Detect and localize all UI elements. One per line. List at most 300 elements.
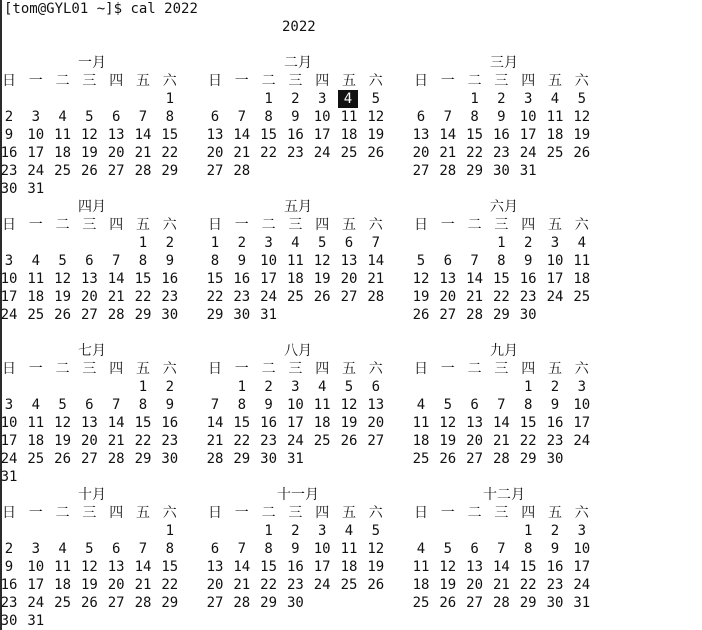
day-cell: 28 — [233, 163, 251, 179]
day-cell: 8 — [165, 109, 175, 125]
day-cell: 10 — [573, 397, 591, 413]
day-cell: 29 — [466, 163, 484, 179]
day-cell: 15 — [134, 271, 152, 287]
day-cell: 2 — [237, 235, 247, 251]
day-cell: 2 — [291, 523, 300, 539]
day-cell: 10 — [260, 253, 278, 269]
day-cell: 18 — [412, 577, 430, 593]
day-cell: 11 — [54, 559, 72, 575]
day-cell: 31 — [286, 451, 304, 467]
weekday-header: 二 — [55, 361, 70, 377]
day-cell: 22 — [519, 433, 537, 449]
weekday-header: 三 — [82, 505, 97, 521]
day-cell: 13 — [206, 127, 224, 143]
day-cell: 17 — [519, 127, 537, 143]
day-cell: 19 — [439, 433, 457, 449]
day-cell: 31 — [573, 595, 591, 611]
day-cell: 15 — [519, 415, 537, 431]
day-cell: 21 — [439, 145, 457, 161]
day-cell: 9 — [550, 397, 560, 413]
day-cell: 2 — [4, 541, 14, 557]
month-title: 十二月 — [483, 487, 525, 503]
command-line — [4, 0, 198, 18]
weekday-header: 一 — [234, 73, 249, 89]
day-cell: 2 — [291, 91, 300, 107]
weekday-header: 二 — [467, 505, 482, 521]
day-cell: 18 — [573, 271, 591, 287]
day-cell: 30 — [0, 613, 18, 629]
day-cell: 12 — [313, 253, 331, 269]
weekday-header: 三 — [288, 73, 303, 89]
weekday-header: 二 — [467, 361, 482, 377]
day-cell: 13 — [340, 253, 358, 269]
day-cell: 3 — [577, 379, 587, 395]
day-cell: 3 — [550, 235, 560, 251]
day-cell: 1 — [523, 379, 533, 395]
day-cell: 6 — [371, 379, 381, 395]
weekday-header: 五 — [548, 505, 562, 521]
weekday-header: 二 — [467, 73, 482, 89]
month-title: 八月 — [284, 343, 312, 359]
day-cell: 31 — [27, 181, 45, 197]
day-cell: 18 — [546, 127, 564, 143]
day-cell: 25 — [27, 307, 45, 323]
weekday-header: 一 — [28, 73, 43, 89]
day-cell: 13 — [80, 271, 98, 287]
day-cell: 17 — [27, 577, 45, 593]
day-cell: 23 — [161, 433, 179, 449]
day-cell: 29 — [161, 163, 179, 179]
weekday-header: 四 — [521, 505, 536, 521]
month-title: 十月 — [78, 487, 106, 503]
day-cell: 29 — [134, 451, 152, 467]
day-cell: 7 — [237, 109, 247, 125]
weekday-header: 五 — [548, 217, 562, 233]
day-cell: 17 — [0, 433, 18, 449]
day-cell: 4 — [31, 253, 41, 269]
day-cell: 6 — [470, 541, 479, 557]
weekday-header: 日 — [2, 217, 16, 233]
day-cell: 11 — [27, 271, 45, 287]
weekday-header: 五 — [342, 73, 356, 89]
weekday-header: 日 — [208, 73, 222, 89]
day-cell: 12 — [54, 415, 72, 431]
day-cell: 27 — [466, 451, 484, 467]
day-cell: 26 — [80, 163, 98, 179]
day-cell: 5 — [371, 91, 381, 107]
day-cell: 18 — [54, 577, 72, 593]
day-cell: 27 — [367, 433, 385, 449]
day-cell: 23 — [286, 145, 304, 161]
day-cell: 7 — [111, 253, 121, 269]
weekday-header: 日 — [2, 505, 16, 521]
day-cell: 24 — [313, 577, 331, 593]
day-cell: 15 — [260, 559, 278, 575]
day-cell: 6 — [210, 541, 220, 557]
day-cell: 24 — [0, 307, 18, 323]
weekday-header: 一 — [440, 361, 455, 377]
day-cell: 21 — [134, 577, 152, 593]
day-cell: 3 — [264, 235, 273, 251]
day-cell: 10 — [0, 415, 18, 431]
day-cell: 14 — [134, 559, 152, 575]
day-cell: 16 — [519, 271, 537, 287]
day-cell: 13 — [466, 415, 484, 431]
day-cell: 15 — [260, 127, 278, 143]
day-cell: 26 — [54, 451, 72, 467]
day-cell: 29 — [134, 307, 152, 323]
day-cell: 20 — [466, 577, 484, 593]
weekday-header: 日 — [414, 361, 428, 377]
day-cell: 3 — [291, 379, 300, 395]
weekday-header: 一 — [28, 217, 43, 233]
day-cell: 28 — [107, 451, 125, 467]
day-cell: 27 — [80, 307, 98, 323]
day-cell: 25 — [412, 451, 430, 467]
day-cell: 14 — [367, 253, 385, 269]
day-cell: 19 — [313, 271, 331, 287]
day-cell: 16 — [546, 415, 564, 431]
day-cell: 16 — [233, 271, 251, 287]
weekday-header: 日 — [208, 217, 222, 233]
day-cell: 30 — [161, 307, 179, 323]
day-cell: 8 — [523, 397, 533, 413]
day-cell: 22 — [260, 145, 278, 161]
day-cell: 26 — [54, 307, 72, 323]
day-cell: 1 — [237, 379, 247, 395]
day-cell: 21 — [492, 577, 510, 593]
weekday-header: 四 — [315, 361, 330, 377]
day-cell: 3 — [523, 91, 533, 107]
weekday-header: 日 — [2, 73, 16, 89]
day-cell: 29 — [519, 595, 537, 611]
day-cell: 27 — [107, 163, 125, 179]
month-title: 六月 — [490, 199, 518, 215]
weekday-header: 五 — [136, 217, 150, 233]
day-cell: 18 — [313, 415, 331, 431]
day-cell: 8 — [138, 253, 148, 269]
day-cell: 22 — [492, 289, 510, 305]
weekday-header: 日 — [414, 73, 428, 89]
day-cell: 28 — [492, 451, 510, 467]
day-cell: 21 — [107, 289, 125, 305]
day-cell: 5 — [85, 109, 94, 125]
day-cell: 24 — [0, 451, 18, 467]
weekday-header: 三 — [288, 217, 303, 233]
day-cell: 7 — [497, 397, 506, 413]
weekday-header: 日 — [208, 361, 222, 377]
day-cell: 30 — [233, 307, 251, 323]
weekday-header: 六 — [574, 505, 589, 521]
day-cell: 15 — [161, 127, 179, 143]
day-cell: 10 — [519, 109, 537, 125]
day-cell: 18 — [286, 271, 304, 287]
day-cell: 27 — [439, 307, 457, 323]
day-cell: 30 — [546, 595, 564, 611]
day-cell: 2 — [165, 379, 175, 395]
day-cell: 20 — [367, 415, 385, 431]
day-cell: 14 — [206, 415, 224, 431]
day-cell: 17 — [286, 415, 304, 431]
day-cell: 29 — [519, 451, 537, 467]
day-cell: 17 — [0, 289, 18, 305]
day-cell: 14 — [107, 271, 125, 287]
day-cell: 12 — [367, 541, 385, 557]
day-cell: 21 — [107, 433, 125, 449]
day-cell: 21 — [492, 433, 510, 449]
day-cell: 27 — [466, 595, 484, 611]
day-cell: 20 — [439, 289, 457, 305]
day-cell: 21 — [233, 145, 251, 161]
day-cell: 23 — [0, 595, 18, 611]
day-cell: 18 — [54, 145, 72, 161]
day-cell: 13 — [80, 415, 98, 431]
day-cell: 8 — [237, 397, 247, 413]
day-cell: 26 — [367, 145, 385, 161]
day-cell: 19 — [573, 127, 591, 143]
day-cell: 6 — [443, 253, 453, 269]
weekday-header: 日 — [208, 505, 222, 521]
day-cell: 25 — [340, 145, 358, 161]
weekday-header: 二 — [261, 505, 276, 521]
day-cell: 27 — [107, 595, 125, 611]
day-cell: 20 — [206, 145, 224, 161]
day-cell: 25 — [546, 145, 564, 161]
weekday-header: 六 — [574, 217, 589, 233]
day-cell: 28 — [134, 163, 152, 179]
day-cell: 1 — [138, 235, 148, 251]
day-cell: 9 — [264, 397, 273, 413]
day-cell: 7 — [443, 109, 453, 125]
day-cell: 1 — [523, 523, 533, 539]
weekday-header: 二 — [261, 73, 276, 89]
day-cell: 5 — [344, 379, 354, 395]
weekday-header: 二 — [55, 73, 70, 89]
weekday-header: 一 — [234, 361, 249, 377]
day-cell: 26 — [340, 433, 358, 449]
day-cell: 20 — [80, 433, 98, 449]
day-cell: 25 — [340, 577, 358, 593]
day-cell: 23 — [546, 433, 564, 449]
day-cell: 31 — [260, 307, 278, 323]
day-cell: 12 — [80, 559, 98, 575]
weekday-header: 六 — [574, 361, 589, 377]
weekday-header: 五 — [136, 505, 150, 521]
day-cell: 16 — [286, 127, 304, 143]
day-cell: 25 — [27, 451, 45, 467]
day-cell: 4 — [31, 397, 41, 413]
day-cell: 26 — [439, 451, 457, 467]
day-cell: 22 — [260, 577, 278, 593]
day-cell: 7 — [138, 541, 148, 557]
day-cell: 26 — [412, 307, 430, 323]
day-cell: 20 — [466, 433, 484, 449]
day-cell: 26 — [439, 595, 457, 611]
day-cell: 13 — [412, 127, 430, 143]
weekday-header: 一 — [440, 73, 455, 89]
day-cell: 8 — [210, 253, 220, 269]
weekday-header: 三 — [82, 361, 97, 377]
day-cell: 11 — [546, 109, 564, 125]
day-cell: 18 — [412, 433, 430, 449]
day-cell: 17 — [260, 271, 278, 287]
day-cell: 5 — [416, 253, 426, 269]
weekday-header: 二 — [261, 217, 276, 233]
day-cell: 19 — [54, 289, 72, 305]
day-cell: 24 — [27, 163, 45, 179]
day-cell: 10 — [27, 127, 45, 143]
day-cell: 11 — [340, 541, 358, 557]
day-cell: 9 — [523, 253, 533, 269]
day-cell: 28 — [134, 595, 152, 611]
day-cell: 19 — [340, 415, 358, 431]
weekday-header: 六 — [368, 73, 383, 89]
day-cell: 9 — [550, 541, 560, 557]
day-cell: 15 — [466, 127, 484, 143]
day-cell: 29 — [492, 307, 510, 323]
weekday-header: 五 — [548, 73, 562, 89]
day-cell: 11 — [27, 415, 45, 431]
day-cell: 23 — [492, 145, 510, 161]
day-cell: 17 — [27, 145, 45, 161]
day-cell: 4 — [291, 235, 300, 251]
day-cell: 21 — [367, 271, 385, 287]
day-cell: 28 — [206, 451, 224, 467]
day-cell: 20 — [206, 577, 224, 593]
weekday-header: 五 — [548, 361, 562, 377]
day-cell: 10 — [546, 253, 564, 269]
day-cell: 18 — [340, 559, 358, 575]
day-cell: 7 — [371, 235, 381, 251]
day-cell: 4 — [58, 541, 67, 557]
day-cell: 22 — [161, 577, 179, 593]
day-cell: 17 — [546, 271, 564, 287]
day-cell: 25 — [573, 289, 591, 305]
weekday-header: 日 — [414, 217, 428, 233]
day-cell: 30 — [0, 181, 18, 197]
day-cell: 1 — [165, 523, 175, 539]
day-cell: 28 — [466, 307, 484, 323]
day-cell: 14 — [466, 271, 484, 287]
day-cell: 22 — [466, 145, 484, 161]
day-cell: 2 — [264, 379, 273, 395]
month-title: 一月 — [78, 55, 106, 71]
month-title: 九月 — [490, 343, 518, 359]
day-cell: 14 — [233, 127, 251, 143]
day-cell: 27 — [206, 163, 224, 179]
weekday-header: 三 — [288, 505, 303, 521]
day-cell: 15 — [206, 271, 224, 287]
day-cell: 24 — [313, 145, 331, 161]
day-cell: 21 — [233, 577, 251, 593]
day-cell: 18 — [27, 289, 45, 305]
day-cell: 28 — [367, 289, 385, 305]
day-cell: 17 — [573, 415, 591, 431]
day-cell: 27 — [340, 289, 358, 305]
day-cell: 6 — [210, 109, 220, 125]
weekday-header: 二 — [55, 217, 70, 233]
day-cell: 23 — [546, 577, 564, 593]
day-cell: 5 — [443, 397, 453, 413]
day-cell: 14 — [439, 127, 457, 143]
day-cell: 30 — [546, 451, 564, 467]
day-cell: 1 — [264, 523, 273, 539]
day-cell: 4 — [344, 523, 354, 539]
day-cell: 6 — [111, 109, 121, 125]
day-cell: 17 — [313, 559, 331, 575]
day-cell: 12 — [367, 109, 385, 125]
day-cell: 13 — [466, 559, 484, 575]
day-cell: 28 — [233, 595, 251, 611]
day-cell: 15 — [161, 559, 179, 575]
day-cell: 22 — [519, 577, 537, 593]
day-cell: 24 — [260, 289, 278, 305]
day-cell: 10 — [0, 271, 18, 287]
day-cell: 16 — [546, 559, 564, 575]
day-cell: 29 — [233, 451, 251, 467]
day-cell: 1 — [210, 235, 220, 251]
day-cell: 17 — [313, 127, 331, 143]
day-cell: 16 — [0, 145, 18, 161]
day-cell: 14 — [134, 127, 152, 143]
day-cell: 23 — [161, 289, 179, 305]
day-cell: 13 — [107, 559, 125, 575]
day-cell: 10 — [313, 109, 331, 125]
day-cell: 3 — [317, 91, 327, 107]
weekday-header: 三 — [494, 73, 509, 89]
day-cell: 16 — [286, 559, 304, 575]
day-cell: 6 — [85, 253, 94, 269]
day-cell: 24 — [27, 595, 45, 611]
day-cell: 2 — [523, 235, 533, 251]
day-cell: 10 — [27, 559, 45, 575]
weekday-header: 一 — [234, 505, 249, 521]
day-cell: 25 — [412, 595, 430, 611]
weekday-header: 五 — [342, 217, 356, 233]
day-cell: 16 — [161, 271, 179, 287]
day-cell: 9 — [497, 109, 506, 125]
day-cell: 25 — [286, 289, 304, 305]
day-cell: 19 — [412, 289, 430, 305]
day-cell: 22 — [233, 433, 251, 449]
day-cell: 2 — [165, 235, 175, 251]
day-cell: 11 — [313, 397, 331, 413]
day-cell: 6 — [111, 541, 121, 557]
day-cell: 11 — [54, 127, 72, 143]
day-cell: 31 — [519, 163, 537, 179]
day-cell: 8 — [470, 109, 479, 125]
day-cell: 2 — [497, 91, 506, 107]
day-cell: 24 — [573, 433, 591, 449]
day-cell: 15 — [492, 271, 510, 287]
day-cell: 31 — [27, 613, 45, 629]
day-cell: 6 — [85, 397, 94, 413]
day-cell: 30 — [260, 451, 278, 467]
day-cell: 28 — [492, 595, 510, 611]
day-cell: 5 — [443, 541, 453, 557]
day-cell: 19 — [54, 433, 72, 449]
day-cell: 24 — [573, 577, 591, 593]
day-cell: 24 — [546, 289, 564, 305]
day-cell: 31 — [0, 469, 18, 485]
day-cell: 5 — [317, 235, 327, 251]
weekday-header: 四 — [521, 73, 536, 89]
day-cell: 11 — [573, 253, 591, 269]
day-cell: 9 — [4, 559, 14, 575]
day-cell: 4 — [317, 379, 327, 395]
day-cell: 27 — [80, 451, 98, 467]
day-cell: 30 — [492, 163, 510, 179]
